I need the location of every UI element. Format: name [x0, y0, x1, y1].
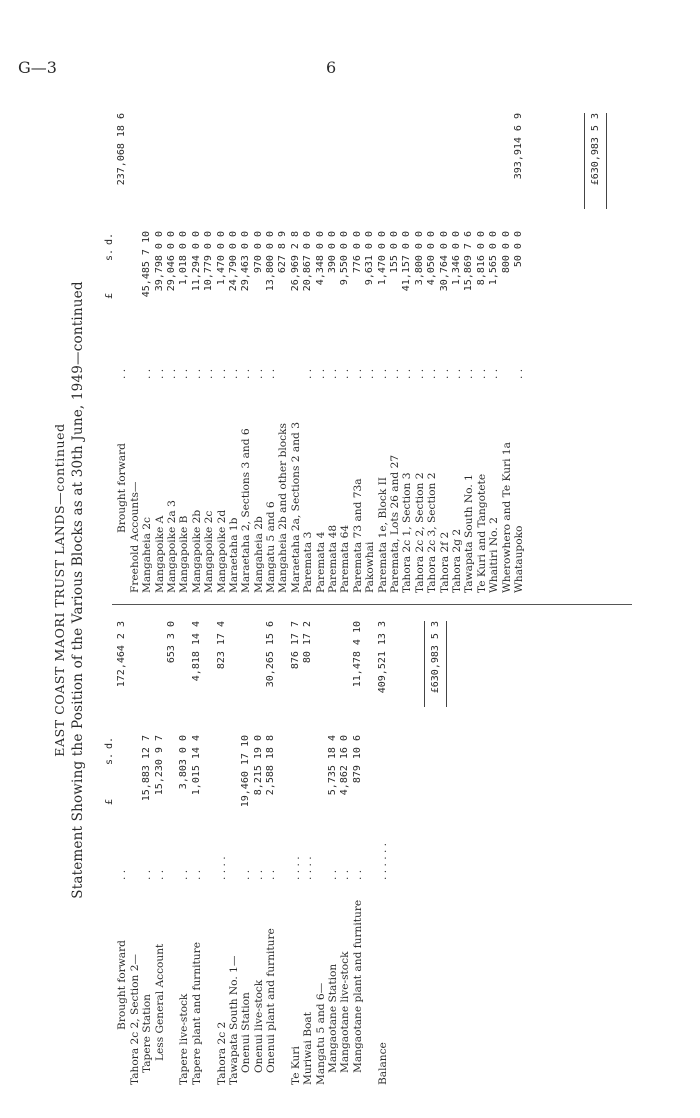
row-label: Mangapoike A: [153, 515, 166, 593]
row-label: Whataupoko: [512, 525, 525, 593]
leader-dots: . .: [265, 368, 278, 379]
table-row: [141, 615, 153, 1085]
table-row: [178, 615, 190, 1085]
leader-dots: . .: [252, 368, 265, 379]
pence-header: d.: [104, 737, 115, 750]
page-number: 6: [326, 58, 337, 77]
amount-inner: 155 0 0: [388, 231, 400, 274]
amount-inner: 3,803 0 0: [178, 735, 190, 790]
row-label: Onenui plant and furniture: [265, 928, 278, 1073]
left-column-header: [104, 615, 116, 1085]
leader-dots: . .: [314, 368, 327, 379]
table-row: [240, 103, 252, 593]
left-panel: [104, 615, 441, 1085]
leader-dots: . .: [488, 368, 501, 379]
leader-dots: . .: [116, 869, 129, 880]
table-row: [129, 615, 141, 1085]
leader-dots: . .: [475, 368, 488, 379]
row-label: Tapere live-stock: [178, 993, 191, 1085]
amount-outer: 409,521 13 3: [376, 621, 388, 694]
leader-dots: . .: [351, 368, 364, 379]
document-title: EAST COAST MAORI TRUST LANDS—continued: [52, 423, 67, 757]
table-row: [352, 103, 364, 593]
row-label: Mangapoike B: [178, 515, 191, 593]
row-label: Paremata 4: [314, 531, 327, 593]
amount-outer: 876 17 7: [289, 621, 301, 670]
row-label: Mangaotane live-stock: [339, 951, 352, 1073]
amount-inner: 9,550 0 0: [339, 231, 351, 286]
right-total-rule-bottom: [606, 113, 607, 209]
row-label: Pakowhai: [364, 541, 377, 593]
right-rows: [116, 103, 525, 593]
amount-outer: 237,068 18 6: [116, 113, 128, 186]
leader-dots: . .: [463, 368, 476, 379]
amount-inner: 1,565 0 0: [488, 231, 500, 286]
table-row: [253, 615, 265, 1085]
leader-dots: . .: [141, 368, 154, 379]
leader-dots: . .: [426, 368, 439, 379]
table-row: [377, 615, 389, 1085]
leader-dots: . .: [327, 869, 340, 880]
row-label: Maraetaha 2, Sections 3 and 6: [240, 428, 253, 593]
right-column-header: [104, 103, 116, 593]
amount-inner: 1,346 0 0: [450, 231, 462, 286]
left-total: £630,983 5 3: [430, 621, 441, 694]
page-reference: G—3: [18, 58, 57, 77]
amount-inner: 3,800 0 0: [413, 231, 425, 286]
leader-dots: . .: [376, 368, 389, 379]
table-row: [315, 615, 327, 1085]
table-row: [327, 615, 339, 1085]
table-row: [476, 103, 488, 593]
table-row: [439, 103, 451, 593]
table-row: [265, 103, 277, 593]
left-total-rule-top: [424, 621, 425, 707]
table-row: [203, 615, 215, 1085]
table-row: [216, 103, 228, 593]
left-total-rule-bottom: [446, 621, 447, 707]
table-row: [315, 103, 327, 593]
table-row: [414, 103, 426, 593]
leader-dots: . .: [178, 869, 191, 880]
table-row: [501, 103, 513, 593]
row-label: Freehold Accounts—: [128, 481, 141, 593]
leader-dots: . .: [450, 368, 463, 379]
amount-inner: 10,779 0 0: [203, 231, 215, 292]
pound-header: £: [104, 799, 115, 806]
leader-dots: . .: [438, 368, 451, 379]
amount-outer: 172,464 2 3: [116, 621, 128, 688]
amount-outer: 393,914 6 9: [512, 113, 524, 180]
leader-dots: . . . . . .: [376, 842, 389, 880]
table-row: [401, 103, 413, 593]
row-label: Mangaheia 2b: [252, 516, 265, 593]
amount-inner: 39,798 0 0: [153, 231, 165, 292]
statement-table: [52, 95, 652, 1085]
column-divider: [112, 604, 632, 605]
amount-inner: 45,485 7 10: [141, 231, 153, 298]
amount-inner: 8,816 0 0: [475, 231, 487, 286]
table-row: [364, 615, 376, 1085]
leader-dots: . .: [190, 869, 203, 880]
amount-inner: 13,800 0 0: [265, 231, 277, 292]
amount-inner: 15,230 9 7: [153, 735, 165, 796]
amount-inner: 24,790 0 0: [227, 231, 239, 292]
amount-outer: 653 3 0: [165, 621, 177, 664]
leader-dots: . . . .: [302, 856, 315, 880]
right-total-row: [590, 103, 602, 593]
amount-inner: 41,157 0 0: [401, 231, 413, 292]
leader-dots: . .: [351, 869, 364, 880]
right-panel: [104, 103, 601, 593]
table-row: [277, 615, 289, 1085]
table-row: [116, 103, 128, 593]
row-label: Muriwai Boat: [302, 1012, 315, 1085]
leader-dots: . .: [141, 869, 154, 880]
leader-dots: . .: [364, 368, 377, 379]
shilling-header: s.: [104, 753, 115, 766]
table-row: [240, 615, 252, 1085]
row-label: Mangatu 5 and 6—: [314, 982, 327, 1085]
table-row: [290, 615, 302, 1085]
leader-dots: . .: [178, 368, 191, 379]
leader-dots: . .: [327, 368, 340, 379]
row-label: Paremata 1e, Block II: [376, 477, 389, 593]
amount-inner: 390 0 0: [327, 231, 339, 274]
amount-inner: 800 0 0: [500, 231, 512, 274]
row-label: Paremata, Lots 26 and 27: [388, 454, 401, 593]
row-label: Paremata 73 and 73a: [351, 478, 364, 593]
leader-dots: . .: [252, 869, 265, 880]
row-label: Whaitiri No. 2: [488, 517, 501, 593]
table-row: [451, 103, 463, 593]
amount-inner: 5,735 18 4: [327, 735, 339, 796]
leader-dots: . .: [215, 368, 228, 379]
row-label: Mangaotane Station: [327, 963, 340, 1073]
leader-dots: . .: [203, 368, 216, 379]
amount-inner: 50 0 0: [512, 231, 524, 268]
table-row: [302, 615, 314, 1085]
table-row: [154, 103, 166, 593]
right-total: £630,983 5 3: [590, 113, 601, 186]
row-label: Maraetaha 1b: [227, 517, 240, 593]
table-row: [228, 103, 240, 593]
table-row: [488, 103, 500, 593]
row-label: Maraetaha 2a, Sections 2 and 3: [289, 422, 302, 593]
table-row: [203, 103, 215, 593]
table-row: [364, 103, 376, 593]
leader-dots: . .: [512, 368, 525, 379]
table-row: [463, 103, 475, 593]
row-label: Mangaotane plant and furniture: [351, 899, 364, 1073]
row-label: Less General Account: [153, 943, 166, 1061]
leader-dots: . . . .: [289, 856, 302, 880]
left-rows: [116, 615, 389, 1085]
leader-dots: . .: [413, 368, 426, 379]
amount-inner: 20,867 0 0: [302, 231, 314, 292]
leader-dots: . .: [190, 368, 203, 379]
leader-dots: . .: [388, 368, 401, 379]
amount-inner: 776 0 0: [351, 231, 363, 274]
row-label: Tahora 2g 2: [450, 528, 463, 593]
table-row: [513, 103, 525, 593]
table-row: [191, 615, 203, 1085]
amount-inner: 4,050 0 0: [426, 231, 438, 286]
amount-inner: 19,460 17 10: [240, 735, 252, 808]
amount-inner: 4,348 0 0: [314, 231, 326, 286]
amount-inner: 15,869 7 6: [463, 231, 475, 292]
row-label: Te Kuri: [289, 1046, 302, 1085]
amount-inner: 30,764 0 0: [438, 231, 450, 292]
table-row: [166, 615, 178, 1085]
row-label: Tawapata South No. 1: [463, 474, 476, 593]
amount-outer: 80 17 2: [302, 621, 314, 664]
leader-dots: . .: [116, 368, 129, 379]
amount-inner: 1,018 0 0: [178, 231, 190, 286]
leader-dots: . .: [227, 368, 240, 379]
row-label: Mangapoike 2d: [215, 509, 228, 593]
row-label: Wherowhero and Te Kuri 1a: [500, 442, 513, 593]
table-row: [166, 103, 178, 593]
amount-inner: 26,969 2 8: [289, 231, 301, 292]
row-label: Mangapoike 2a 3: [165, 500, 178, 593]
row-label: Tahora 2c 2: [215, 1021, 228, 1085]
table-row: [339, 103, 351, 593]
table-row: [228, 615, 240, 1085]
amount-inner: 1,470 0 0: [376, 231, 388, 286]
amount-inner: 4,862 16 0: [339, 735, 351, 796]
leader-dots: . .: [401, 368, 414, 379]
table-row: [253, 103, 265, 593]
amount-outer: 30,265 15 6: [265, 621, 277, 688]
table-row: [141, 103, 153, 593]
row-label: Tahora 2c 2, Section 2—: [128, 953, 141, 1085]
leader-dots: . .: [240, 869, 253, 880]
pound-header: £: [104, 293, 115, 300]
amount-inner: 627 8 9: [277, 231, 289, 274]
row-label: Onenui live-stock: [252, 979, 265, 1073]
document-subtitle: Statement Showing the Position of the Various Blocks as at 30th June, 1949—continued: [70, 281, 86, 899]
row-label: Tawapata South No. 1—: [227, 955, 240, 1085]
row-label: Mangaheia 2b and other blocks: [277, 423, 290, 593]
table-row: [290, 103, 302, 593]
leader-dots: . .: [265, 869, 278, 880]
row-label: Tahora 2c 3, Section 2: [426, 472, 439, 593]
row-label: Paremata 64: [339, 524, 352, 593]
leader-dots: . .: [302, 368, 315, 379]
left-total-row: [430, 615, 442, 1085]
row-label: Tahora 2c 2, Section 2: [413, 472, 426, 593]
row-label: Mangapoike 2b: [190, 509, 203, 593]
row-label: Te Kuri and Tangotete: [475, 473, 488, 593]
row-label: Paremata 48: [327, 524, 340, 593]
row-label: Onenui Station: [240, 992, 253, 1073]
amount-inner: 9,631 0 0: [364, 231, 376, 286]
table-row: [265, 615, 277, 1085]
amount-inner: 1,470 0 0: [215, 231, 227, 286]
leader-dots: . .: [339, 368, 352, 379]
table-row: [154, 615, 166, 1085]
shilling-header: s.: [104, 249, 115, 262]
amount-inner: 8,215 19 0: [252, 735, 264, 796]
table-row: [178, 103, 190, 593]
pence-header: d.: [104, 233, 115, 246]
table-row: [426, 103, 438, 593]
table-row: [191, 103, 203, 593]
row-label: Tapere Station: [141, 994, 154, 1073]
right-total-rule-top: [584, 113, 585, 209]
amount-inner: 970 0 0: [252, 231, 264, 274]
amount-inner: 11,294 0 0: [190, 231, 202, 292]
table-row: [116, 615, 128, 1085]
amount-inner: 29,463 0 0: [240, 231, 252, 292]
amount-inner: 2,588 18 8: [265, 735, 277, 796]
row-label: Tahora 2f 2: [438, 531, 451, 593]
amount-inner: 29,046 0 0: [165, 231, 177, 292]
table-row: [339, 615, 351, 1085]
table-row: [129, 103, 141, 593]
row-label: Brought forward: [116, 940, 129, 1030]
table-row: [277, 103, 289, 593]
row-label: Balance: [376, 1042, 389, 1085]
amount-inner: 1,015 14 4: [190, 735, 202, 796]
leader-dots: . .: [339, 869, 352, 880]
row-label: Mangapoike 2c: [203, 510, 216, 593]
row-label: Tahora 2c 1, Section 3: [401, 472, 414, 593]
leader-dots: . .: [153, 368, 166, 379]
row-label: Paremata 3: [302, 531, 315, 593]
table-row: [352, 615, 364, 1085]
table-row: [302, 103, 314, 593]
row-label: Tapere plant and furniture: [190, 942, 203, 1085]
leader-dots: . . . .: [215, 856, 228, 880]
row-label: Mangatu 5 and 6: [265, 501, 278, 593]
table-row: [389, 103, 401, 593]
amount-outer: 4,818 14 4: [190, 621, 202, 682]
amount-inner: 15,883 12 7: [141, 735, 153, 802]
amount-outer: 11,478 4 10: [351, 621, 363, 688]
row-label: Brought forward: [116, 443, 129, 533]
leader-dots: . .: [153, 869, 166, 880]
leader-dots: . .: [240, 368, 253, 379]
amount-inner: 879 10 6: [351, 735, 363, 784]
table-row: [327, 103, 339, 593]
table-row: [216, 615, 228, 1085]
row-label: Mangaheia 2c: [141, 517, 154, 593]
table-row: [377, 103, 389, 593]
leader-dots: . .: [165, 368, 178, 379]
amount-outer: 823 17 4: [215, 621, 227, 670]
